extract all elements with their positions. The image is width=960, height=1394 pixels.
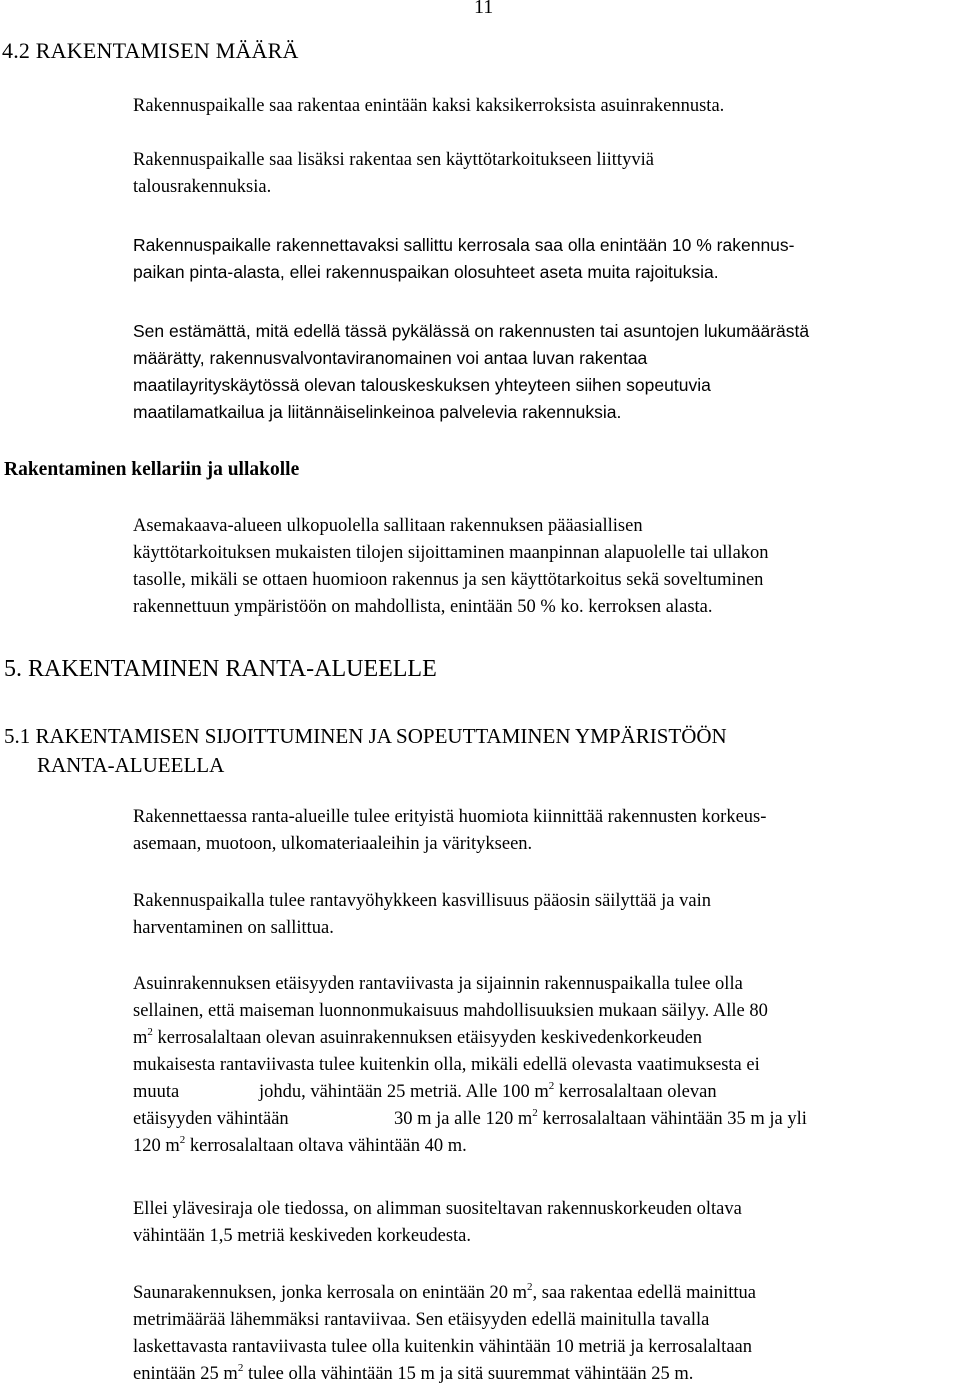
superscript: 2: [147, 1025, 153, 1038]
text-fragment: tulee olla vähintään 15 m ja sitä suuremmat vähintään 25 m.: [243, 1364, 694, 1384]
text-line: [133, 1079, 958, 1106]
section-heading-5-1: [4, 722, 727, 780]
text-line: [133, 1361, 958, 1388]
superscript: 2: [237, 1361, 244, 1374]
superscript: 2: [532, 1106, 538, 1119]
text-line: asemaan, muotoon, ulkomateriaaleihin ja väritykseen.: [133, 834, 533, 854]
text-line: rakennettuun ympäristöön on mahdollista, enintään 50 % ko. kerroksen alasta.: [133, 597, 713, 617]
text-line: [133, 1133, 958, 1160]
text-fragment: kerrosalaltaan vähintään 35 m ja yli: [537, 1109, 807, 1129]
paragraph-farm-tourism: [133, 318, 958, 426]
paragraph-floor-area: [133, 232, 958, 286]
text-fragment: johdu, vähintään 25 metriä. Alle 100 m: [259, 1082, 549, 1102]
paragraph-vegetation: [133, 888, 958, 942]
text-fragment: etäisyyden vähintään: [133, 1109, 289, 1129]
text-line: määrätty, rakennusvalvontaviranomainen voi antaa luvan rakentaa: [133, 348, 648, 368]
page-number: 11: [474, 0, 494, 18]
text-fragment: 30 m ja alle 120 m: [394, 1109, 533, 1129]
text-line: metrimäärää lähemmäksi rantaviivaa. Sen etäisyyden edellä mainitulla tavalla: [133, 1310, 710, 1330]
text-line: sellainen, että maiseman luonnonmukaisuus mahdollisuuksien mukaan säilyy. Alle 80: [133, 1001, 768, 1021]
text-fragment: 120 m: [133, 1136, 180, 1156]
text-line: tasolle, mikäli se ottaen huomioon rakennus ja sen käyttötarkoitus sekä soveltuminen: [133, 570, 764, 590]
text-line: harventaminen on sallittua.: [133, 918, 334, 938]
text-line: [133, 1025, 958, 1052]
text-line: vähintään 1,5 metriä keskiveden korkeudesta.: [133, 1226, 472, 1246]
text-fragment: kerrosalaltaan oltava vähintään 40 m.: [185, 1136, 467, 1156]
text-line: [133, 1106, 958, 1133]
heading-line: RANTA-ALUEELLA: [37, 753, 225, 777]
text-line: Sen estämättä, mitä edellä tässä pykälässä on rakennusten tai asuntojen lukumäärästä: [133, 321, 810, 341]
text-line: Rakennuspaikalle saa lisäksi rakentaa sen käyttötarkoitukseen liittyviä: [133, 150, 654, 170]
text-line: laskettavasta rantaviivasta tulee olla kuitenkin vähintään 10 metriä ja kerrosalaltaan: [133, 1337, 752, 1357]
text-line: Asemakaava-alueen ulkopuolella sallitaan rakennuksen pääasiallisen: [133, 516, 643, 536]
text-line: käyttötarkoituksen mukaisten tilojen sijoittaminen maanpinnan alapuolelle tai ullakon: [133, 543, 769, 563]
superscript: 2: [548, 1079, 555, 1092]
text-line: mukaisesta rantaviivasta tulee kuitenkin olla, mikäli edellä olevasta vaatimuksesta ei: [133, 1055, 760, 1075]
text-line: [133, 1280, 958, 1307]
subheading-cellar-attic: Rakentaminen kellariin ja ullakolle: [4, 459, 300, 480]
section-heading-5: 5. RAKENTAMINEN RANTA-ALUEELLE: [4, 656, 437, 682]
section-heading-4-2: 4.2 RAKENTAMISEN MÄÄRÄ: [2, 38, 299, 63]
text-line: talousrakennuksia.: [133, 177, 272, 197]
heading-line: 5.1 RAKENTAMISEN SIJOITTUMINEN JA SOPEUTTAMINEN YMPÄRISTÖÖN: [4, 724, 727, 748]
text-line: Rakennuspaikalla tulee rantavyöhykkeen kasvillisuus pääosin säilyttää ja vain: [133, 891, 711, 911]
text-line: Rakennettaessa ranta-alueille tulee erityistä huomiota kiinnittää rakennusten korkeus-: [133, 807, 767, 827]
text-fragment: , saa rakentaa edellä mainittua: [532, 1283, 756, 1303]
paragraph-shore-appearance: [133, 804, 958, 858]
text-fragment: kerrosalaltaan olevan: [554, 1082, 717, 1102]
superscript: 2: [527, 1280, 533, 1293]
text-fragment: Saunarakennuksen, jonka kerrosala on enintään 20 m: [133, 1283, 528, 1303]
text-fragment: m: [133, 1028, 148, 1048]
text-fragment: muuta: [133, 1082, 180, 1102]
text-line: Ellei ylävesiraja ole tiedossa, on alimman suositeltavan rakennuskorkeuden oltava: [133, 1199, 742, 1219]
text-fragment: kerrosalaltaan olevan asuinrakennuksen etäisyyden keskivedenkorkeuden: [152, 1028, 703, 1048]
paragraph-max-buildings: Rakennuspaikalle saa rakentaa enintään kaksi kaksikerroksista asuinrakennusta.: [133, 96, 725, 116]
text-fragment: enintään 25 m: [133, 1364, 238, 1384]
text-line: Rakennuspaikalle rakennettavaksi sallittu kerrosala saa olla enintään 10 % rakennus-: [133, 235, 795, 255]
paragraph-shore-distance: [133, 971, 958, 1160]
text-line: paikan pinta-alasta, ellei rakennuspaikan olosuhteet aseta muita rajoituksia.: [133, 262, 719, 282]
paragraph-sauna: [133, 1280, 958, 1388]
text-line: maatilayrityskäytössä olevan talouskeskuksen yhteyteen siihen sopeutuvia: [133, 375, 711, 395]
text-line: maatilamatkailua ja liitännäiselinkeinoa palvelevia rakennuksia.: [133, 402, 622, 422]
paragraph-high-water: [133, 1196, 958, 1250]
paragraph-cellar-attic: [133, 513, 958, 621]
superscript: 2: [179, 1133, 186, 1146]
paragraph-outbuildings: [133, 147, 958, 201]
text-line: Asuinrakennuksen etäisyyden rantaviivasta ja sijainnin rakennuspaikalla tulee olla: [133, 974, 743, 994]
